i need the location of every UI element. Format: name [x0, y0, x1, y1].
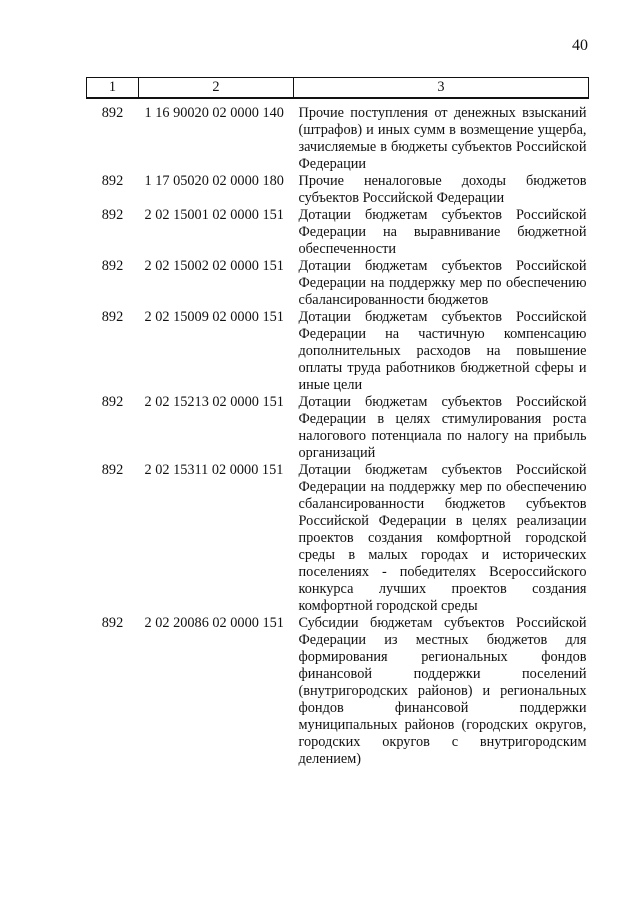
table-row — [87, 173, 589, 207]
budget-code-cell: 2 02 15009 02 0000 151 — [144, 309, 284, 325]
admin-code-cell: 892 — [101, 105, 124, 121]
table-row — [87, 615, 589, 768]
table-row — [87, 98, 589, 173]
header-row — [87, 78, 589, 99]
budget-code-cell: 1 17 05020 02 0000 180 — [144, 173, 284, 189]
budget-code-cell: 1 16 90020 02 0000 140 — [144, 105, 284, 121]
revenue-name-cell: Прочие поступления от денежных взысканий (штрафов) и иных сумм в возмещение ущерба, зачисляемые в бюджеты субъектов Российской Федерации — [298, 105, 587, 172]
table-row — [87, 207, 589, 258]
column-header-3: 3 — [294, 78, 589, 99]
revenue-name-cell: Субсидии бюджетам субъектов Российской Федерации из местных бюджетов для формирования региональных фондов финансовой поддержки поселений (внутригородских районов) и региональных фондов финансовой поддержки муниципальных районов (городских округов, городских округов с внутригородским делением) — [298, 615, 587, 767]
table-row — [87, 258, 589, 309]
column-header-2: 2 — [139, 78, 294, 99]
page-number: 40 — [572, 37, 588, 54]
admin-code-cell: 892 — [101, 258, 124, 274]
table-header — [87, 78, 589, 99]
column-header-1: 1 — [87, 78, 139, 99]
budget-code-cell: 2 02 20086 02 0000 151 — [144, 615, 284, 631]
budget-code-cell: 2 02 15002 02 0000 151 — [144, 258, 284, 274]
admin-code-cell: 892 — [101, 309, 124, 325]
revenue-codes-table — [86, 77, 589, 768]
admin-code-cell: 892 — [101, 615, 124, 631]
revenue-name-cell: Дотации бюджетам субъектов Российской Федерации на выравнивание бюджетной обеспеченности — [298, 207, 587, 257]
revenue-name-cell: Дотации бюджетам субъектов Российской Федерации на поддержку мер по обеспечению сбалансированности бюджетов субъектов Российской Федерации в целях реализации проектов создания комфортной городской среды в малых городах и исторических поселениях - победителях Всероссийского конкурса лучших проектов создания комфортной городской среды — [298, 462, 587, 614]
revenue-name-cell: Дотации бюджетам субъектов Российской Федерации в целях стимулирования роста налогового потенциала по налогу на прибыль организаций — [298, 394, 587, 461]
budget-code-cell: 2 02 15213 02 0000 151 — [144, 394, 284, 410]
revenue-name-cell: Дотации бюджетам субъектов Российской Федерации на поддержку мер по обеспечению сбалансированности бюджетов — [298, 258, 587, 308]
admin-code-cell: 892 — [101, 173, 124, 189]
table-row — [87, 309, 589, 394]
revenue-name-cell: Прочие неналоговые доходы бюджетов субъектов Российской Федерации — [298, 173, 587, 206]
admin-code-cell: 892 — [101, 394, 124, 410]
revenue-name-cell: Дотации бюджетам субъектов Российской Федерации на частичную компенсацию дополнительных расходов на повышение оплаты труда работников бюджетной сферы и иные цели — [298, 309, 587, 393]
budget-code-cell: 2 02 15311 02 0000 151 — [144, 462, 284, 478]
admin-code-cell: 892 — [101, 207, 124, 223]
table-row — [87, 394, 589, 462]
admin-code-cell: 892 — [101, 462, 124, 478]
table-row — [87, 462, 589, 615]
table-body — [87, 98, 589, 768]
budget-code-cell: 2 02 15001 02 0000 151 — [144, 207, 284, 223]
